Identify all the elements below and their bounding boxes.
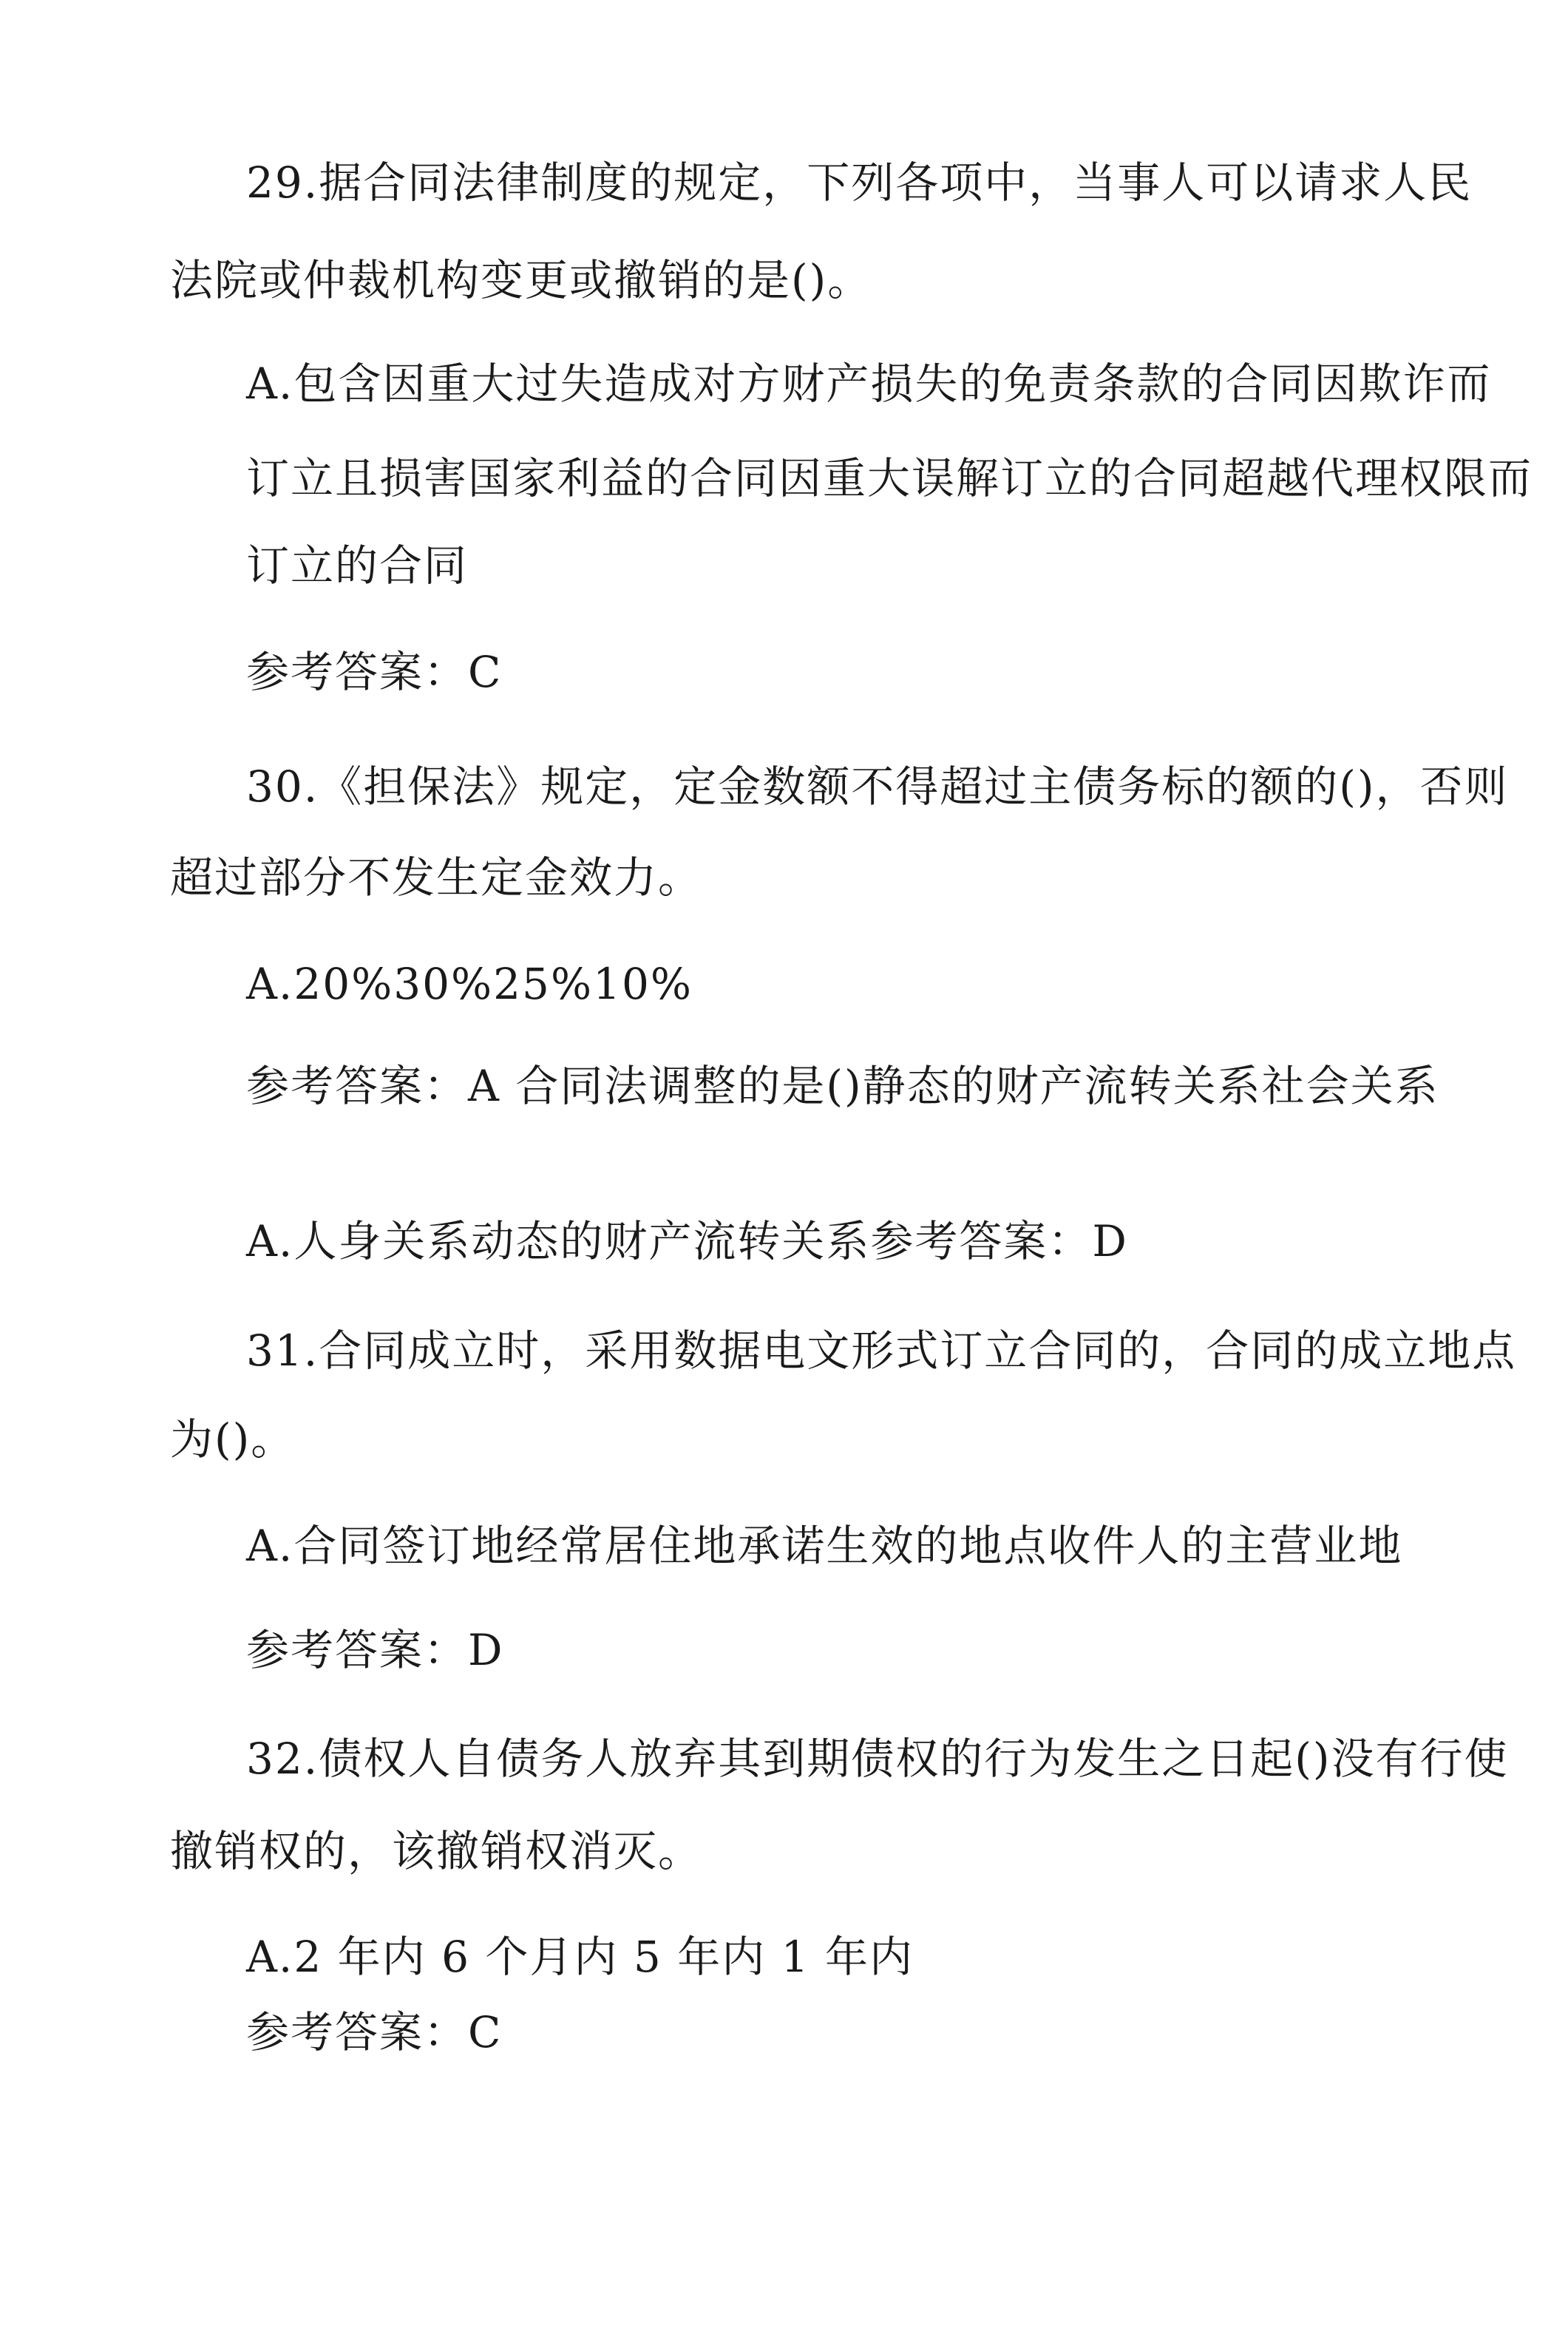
q30-stem-text: 《担保法》规定，定金数额不得超过主债务标的额的()，否: [319, 761, 1465, 812]
q32-stem-line1: [246, 1734, 1509, 1784]
q29-options-line1: A.包含因重大过失造成对方财产损失的免责条款的合同因欺诈而: [246, 359, 1492, 409]
q31-stem-line1: [246, 1326, 1517, 1376]
q30-number: 30.: [246, 761, 319, 812]
q31-answer: 参考答案：D: [246, 1625, 504, 1675]
q32-options: A.2 年内 6 个月内 5 年内 1 年内: [246, 1932, 914, 1982]
q31-options: A.合同签订地经常居住地承诺生效的地点收件人的主营业地: [246, 1521, 1403, 1571]
q32-answer: 参考答案：C: [246, 2007, 503, 2057]
q32-stem-tail: 使: [1464, 1734, 1509, 1784]
q30-options: A.20%30%25%10%: [246, 959, 693, 1009]
q32-stem-text: 32.债权人自债务人放弃其到期债权的行为发生之日起()没有行: [246, 1734, 1465, 1784]
q30-stem-line2: 超过部分不发生定金效力。: [170, 852, 703, 903]
q30-sub-options-answer: A.人身关系动态的财产流转关系参考答案：D: [246, 1216, 1128, 1266]
q31-stem-line2: 为()。: [170, 1414, 296, 1464]
q31-stem-text: 31.合同成立时，采用数据电文形式订立合同的，合同的成立地: [246, 1326, 1473, 1376]
q29-stem-line1: 29.据合同法律制度的规定，下列各项中，当事人可以请求人民: [246, 157, 1473, 208]
q29-stem-line2: 法院或仲裁机构变更或撤销的是()。: [170, 255, 872, 305]
q31-stem-tail: 点: [1472, 1326, 1517, 1376]
q29-options-line2: 订立且损害国家利益的合同因重大误解订立的合同超越代理权限而: [246, 453, 1533, 503]
q29-options-line3: 订立的合同: [246, 540, 469, 591]
q30-answer: 参考答案：A 合同法调整的是()静态的财产流转关系社会关系: [246, 1061, 1439, 1111]
q29-answer: 参考答案：C: [246, 647, 503, 697]
q30-stem-tail: 则: [1464, 761, 1509, 812]
q30-stem-line1: [246, 761, 1509, 812]
q32-stem-line2: 撤销权的，该撤销权消灭。: [170, 1826, 703, 1876]
